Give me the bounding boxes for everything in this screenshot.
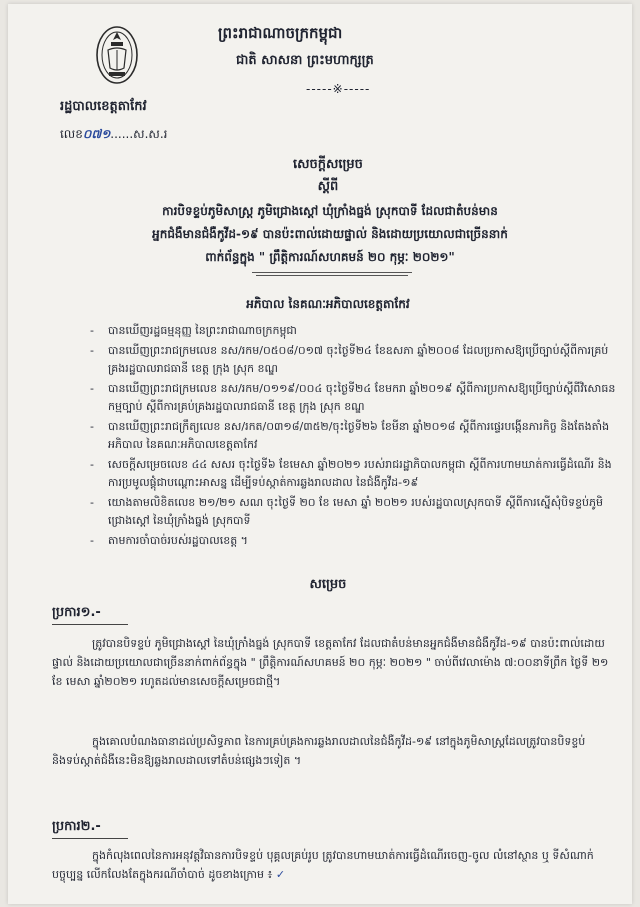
decides-heading: សម្រេច <box>309 577 347 592</box>
list-item: - តាមការចាំបាច់របស់រដ្ឋបាលខេត្ត ។ <box>90 532 620 551</box>
document-sheet <box>8 4 632 904</box>
header-ornament: -----※----- <box>306 82 371 96</box>
list-item: - សេចក្តីសម្រេចលេខ ៤៤ សសរ ចុះថ្ងៃទី៦ ខែមេសា ឆ្នាំ២០២១ របស់រាជរដ្ឋាភិបាលកម្ពុជា ស្តីពីការហាមឃាត់ការធ្វើដំណើរ និងការប្រមូលផ្តុំជាបណ្តោះអាសន្ន ដើម្បីទប់ស្កាត់ការឆ្លងរាលដាល នៃជំងឺកូវីដ-១៩ <box>90 456 620 493</box>
article-1-paragraph: ត្រូវបានបិទខ្ទប់ ភូមិជ្រោងស្តៅ នៃឃុំក្រាំងធ្នង់ ស្រុកបាទី ខេត្តតាកែវ ដែលជាតំបន់មានអ្នកជំងឺមានជំងឺកូវីដ-១៩ បានប៉ះពាល់ដោយផ្ទាល់ និងដោយប្រយោលជាច្រើននាក់ពាក់ព័ន្ធក្នុង " ព្រឹត្តិការណ៍សហគមន៍ ២០ កុម្ភៈ ២០២១ " ចាប់ពីវេលាម៉ោង ៧:០០នាទីព្រឹក ថ្ងៃទី ២១ ខែ មេសា ឆ្នាំ២០២១ រហូតដល់មានសេចក្តីសម្រេចជាថ្មី។ <box>52 637 609 688</box>
issuing-administration: រដ្ឋបាលខេត្តតាកែវ <box>60 99 147 114</box>
subject-line: អ្នកជំងឺមានជំងឺកូវីដ-១៩ បានប៉ះពាល់ដោយផ្ទាល់ និងដោយប្រយោលជាច្រើននាក់ <box>152 227 508 241</box>
subject-line: ការបិទខ្ទប់ភូមិសាស្រ្ត ភូមិជ្រោងស្តៅ ឃុំក្រាំងធ្នង់ ស្រុកបាទី ដែលជាតំបន់មាន <box>162 204 498 218</box>
divider <box>52 838 128 839</box>
article-1-label: ប្រការ១.- <box>52 605 101 620</box>
list-item: - បានឃើញព្រះរាជក្រឹត្យលេខ នស/រកត/០៣១៨/៣៥២/ចុះថ្ងៃទី២៦ ខែមីនា ឆ្នាំ២០១៨ ស្តីពីការផ្ទេរបង្កើនភារកិច្ច និងតែងតាំងអភិបាល នៃគណៈអភិបាលខេត្តតាកែវ <box>90 418 620 455</box>
reference-handwritten-number: ០៧១ <box>82 127 111 141</box>
reference-prefix: លេខ <box>60 127 83 141</box>
article-2-label: ប្រការ២.- <box>52 819 101 834</box>
decision-title: សេចក្តីសម្រេច <box>293 157 363 172</box>
governor-heading: អភិបាល នៃគណៈអភិបាលខេត្តតាកែវ <box>246 297 410 311</box>
divider <box>252 272 412 273</box>
list-item: - បានឃើញព្រះរាជក្រមលេខ នស/រកម/០១១៩/០០៤ ចុះថ្ងៃទី២៤ ខែមករា ឆ្នាំ២០១៩ ស្តីពីការប្រកាសឱ្យប្រើច្បាប់ស្តីពីវិសោធនកម្មច្បាប់ ស្តីពីការគ្រប់គ្រងរដ្ឋបាលរាជធានី ខេត្ត ក្រុង ស្រុក ខណ្ឌ <box>90 380 620 417</box>
handwritten-check-icon: ✓ <box>275 868 286 881</box>
divider <box>256 275 408 276</box>
about-label: ស្តីពី <box>317 179 339 194</box>
reference-suffix: ......ស.ស.រ <box>110 127 168 141</box>
kingdom-heading: ព្រះរាជាណាចក្រកម្ពុជា <box>218 24 343 42</box>
list-item: - បានឃើញរដ្ឋធម្មនុញ្ញ នៃព្រះរាជាណាចក្រកម្ពុជា <box>90 322 620 341</box>
subject-line: ពាក់ព័ន្ធក្នុង " ព្រឹត្តិការណ៍សហគមន៍ ២០ កុម្ភៈ ២០២១" <box>205 250 455 264</box>
list-item: - យោងតាមលិខិតលេខ ២១/២១ សណ ចុះថ្ងៃទី ២០ ខែ មេសា ឆ្នាំ ២០២១ របស់រដ្ឋបាលស្រុកបាទី ស្តីពីការស្នើសុំបិទខ្ទប់ភូមិជ្រោងស្តៅ នៃឃុំក្រាំងធ្នង់ ស្រុកបាទី <box>90 494 620 531</box>
national-motto: ជាតិ សាសនា ព្រះមហាក្សត្រ <box>236 53 374 68</box>
article-1-paragraph: ក្នុងគោលបំណងធានាដល់ប្រសិទ្ធភាព នៃការគ្រប់គ្រងការឆ្លងរាលដាលនៃជំងឺកូវីដ-១៩ នៅក្នុងភូមិសាស្រ្តដែលត្រូវបានបិទខ្ទប់ និងទប់ស្កាត់ជំងឺនេះមិនឱ្យឆ្លងរាលដាលទៅតំបន់ផ្សេងៗទៀត ។ <box>52 735 586 767</box>
considerations-list <box>90 322 620 551</box>
decision-subject <box>50 200 610 269</box>
article-2-paragraph <box>52 846 612 884</box>
divider <box>52 624 128 625</box>
list-item: - បានឃើញព្រះរាជក្រមលេខ នស/រកម/០៥០៨/០១៧ ចុះថ្ងៃទី២៤ ខែឧសភា ឆ្នាំ២០០៨ ដែលប្រកាសឱ្យប្រើច្បាប់ស្តីពីការគ្រប់គ្រងរដ្ឋបាលរាជធានី ខេត្ត ក្រុង ស្រុក ខណ្ឌ <box>90 342 620 379</box>
royal-emblem-icon <box>94 24 140 86</box>
reference-number <box>60 126 167 144</box>
article-2-text: ក្នុងកំលុងពេលនៃការអនុវត្តវិធានការបិទខ្ទប់ បុគ្គលគ្រប់រូប ត្រូវបានហាមឃាត់ការធ្វើដំណើរចេញ-ចូល លំនៅស្ថាន ឬ ទីសំណាក់បច្ចុប្បន្ន លើកលែងតែក្នុងករណីចាំបាច់ ដូចខាងក្រោម ៖ <box>52 849 594 881</box>
